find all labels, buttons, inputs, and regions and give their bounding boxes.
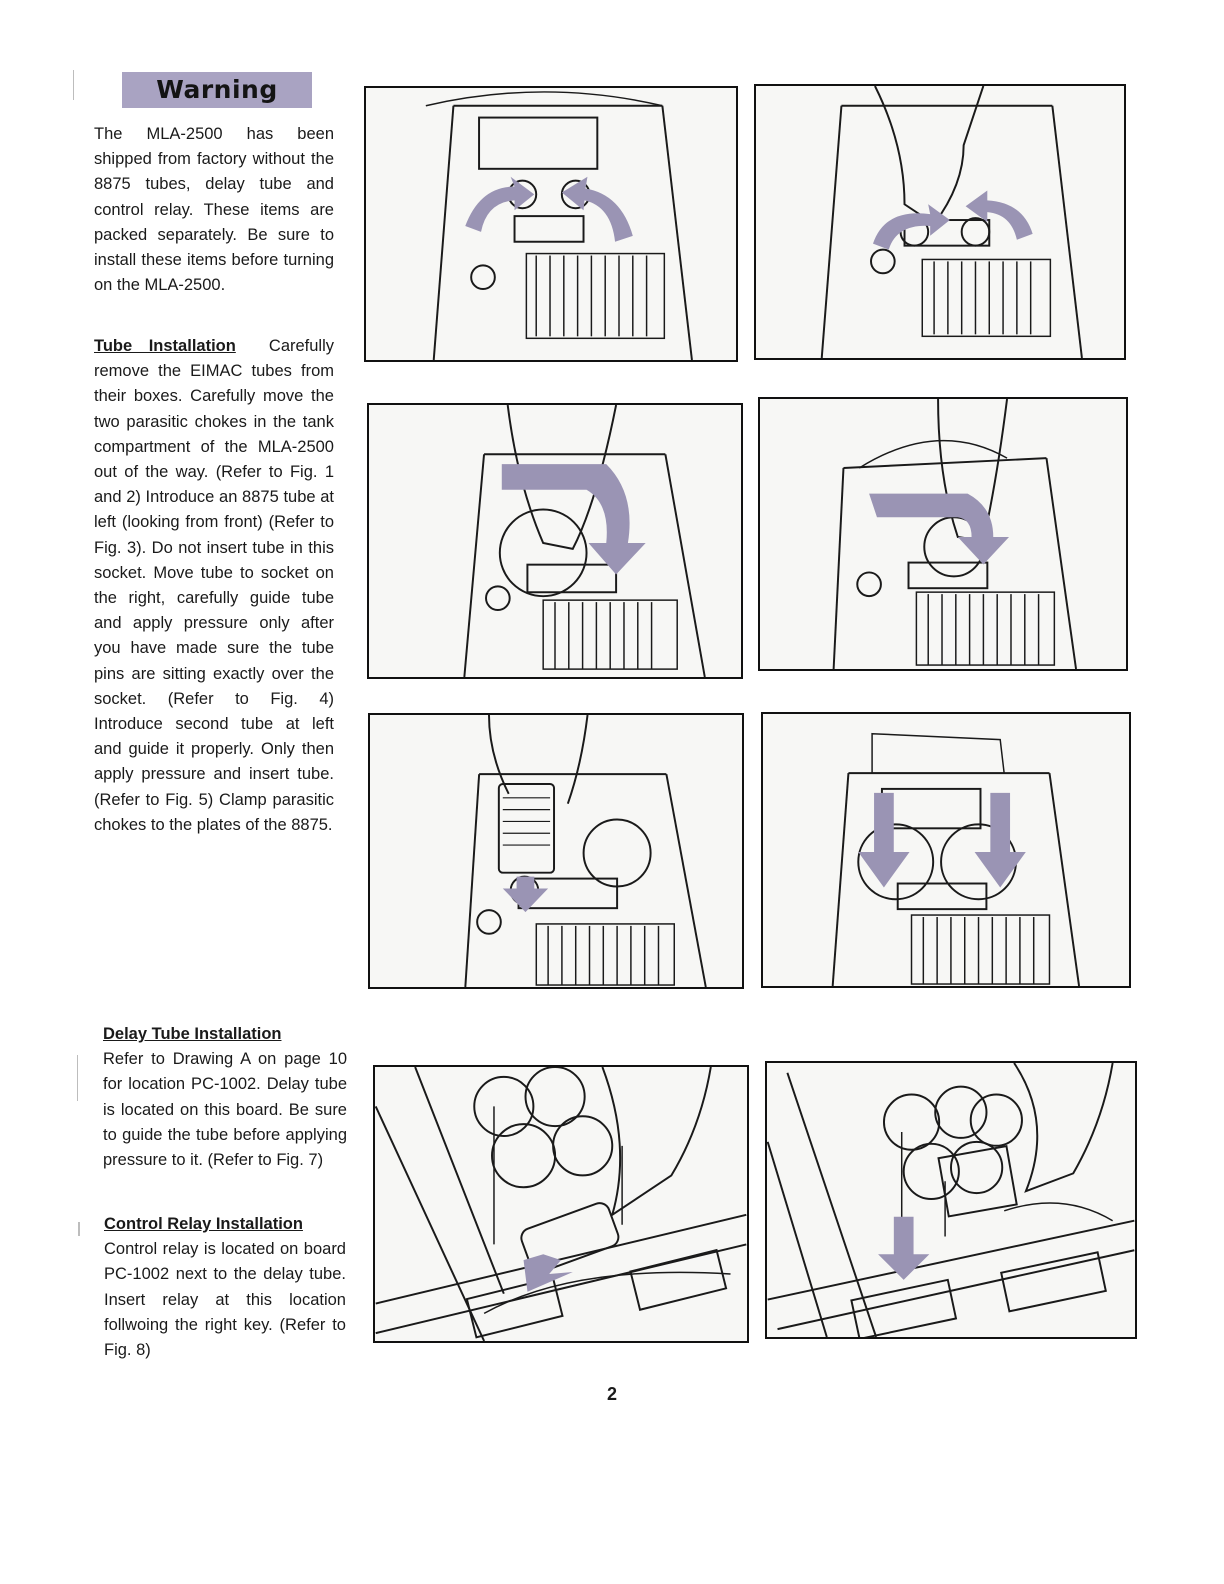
control-relay-text: Control relay is located on board PC-1002 next to the delay tube. Insert relay at this location follwoing the right key. (Refer to Fig. 8) [104,1240,346,1360]
margin-scan-mark [73,70,74,100]
circuit-board-illustration [767,1063,1135,1337]
delay-tube-section [103,1022,347,1173]
margin-scan-mark [78,1222,80,1236]
circuit-board-illustration [375,1067,747,1341]
figure-5-insert-second-tube [368,713,744,989]
warning-banner: Warning [122,72,312,108]
figure-2-hand-moving-chokes [754,84,1126,360]
control-relay-heading: Control Relay Installation [104,1215,303,1233]
delay-tube-heading: Delay Tube Installation [103,1025,282,1043]
tube-installation-heading: Tube Installation [94,337,236,355]
tube-installation-section [94,334,334,838]
figure-3-introduce-tube-left [367,403,743,679]
amplifier-chassis-illustration [366,88,736,360]
figure-1-parasitic-chokes [364,86,738,362]
amplifier-chassis-illustration [369,405,741,677]
figure-4-move-tube-right [758,397,1128,671]
control-relay-section [104,1212,346,1363]
warning-text: The MLA-2500 has been shipped from factory without the 8875 tubes, delay tube and control relay. These items are packed separately. Be sure to install these items before turning on the MLA-2500. [94,125,334,295]
page-number: 2 [606,1384,617,1404]
figure-6-both-tubes-installed [761,712,1131,988]
amplifier-chassis-illustration [763,714,1129,986]
delay-tube-text: Refer to Drawing A on page 10 for location PC-1002. Delay tube is located on this board. Be sure to guide the tube before applying pressure to it. (Refer to Fig. 7) [103,1050,347,1170]
amplifier-chassis-illustration [760,399,1126,669]
figure-8-control-relay [765,1061,1137,1339]
margin-scan-mark [77,1055,78,1101]
amplifier-chassis-illustration [756,86,1124,358]
tube-installation-text: Carefully remove the EIMAC tubes from their boxes. Carefully move the two parasitic chokes in the tank compartment of the MLA-2500 out of the way. (Refer to Fig. 1 and 2) Introduce an 8875 tube at left (looking from front) (Refer to Fig. 3). Do not insert tube in this socket. Move tube to socket on the right, carefully guide tube and apply pressure only after you have made sure the tube pins are sitting exactly over the socket. (Refer to Fig. 4) Introduce second tube at left and guide it properly. Only then apply pressure and insert tube. (Refer to Fig. 5) Clamp parasitic chokes to the plates of the 8875. [94,337,335,834]
amplifier-chassis-illustration [370,715,742,987]
figure-7-delay-tube [373,1065,749,1343]
